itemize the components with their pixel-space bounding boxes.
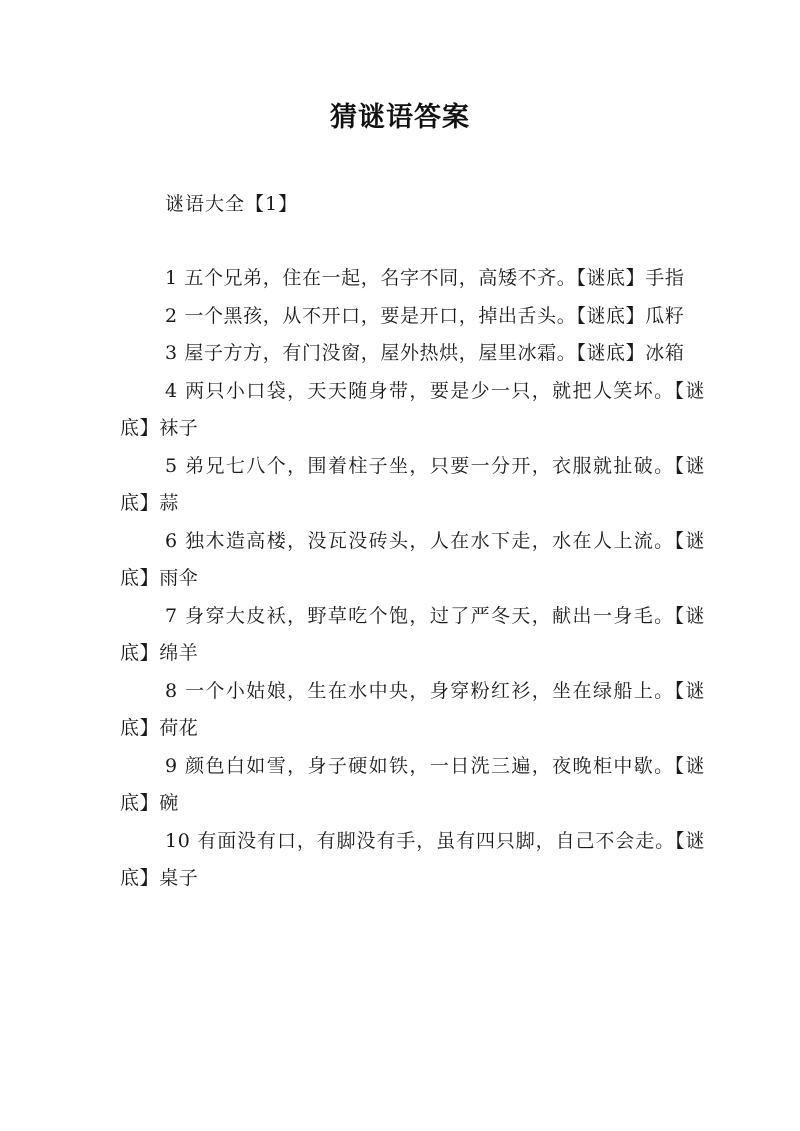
riddle-item (120, 823, 705, 898)
riddle-answer: 蒜 (159, 492, 179, 514)
riddle-number: 6 (165, 529, 178, 552)
riddle-number: 8 (165, 679, 178, 702)
answer-label: 【谜底】 (120, 454, 706, 514)
riddle-item (120, 598, 705, 673)
riddle-question: 颜色白如雪，身子硬如铁，一日洗三遍，夜晚柜中歇。 (185, 754, 675, 777)
riddle-item (120, 673, 705, 748)
riddle-number: 3 (165, 342, 178, 364)
page-title: 猜谜语答案 (330, 102, 470, 133)
riddle-answer: 手指 (645, 267, 685, 289)
answer-label: 【谜底】 (576, 304, 646, 327)
answer-label: 【谜底】 (576, 267, 646, 289)
riddle-question: 弟兄七八个，围着柱子坐，只要一分开，衣服就扯破。 (185, 454, 675, 477)
riddle-item (120, 448, 705, 523)
riddle-number: 5 (165, 454, 178, 477)
riddle-answer: 碗 (159, 792, 179, 814)
riddle-question: 有面没有口，有脚没有手，虽有四只脚，自己不会走。 (197, 829, 675, 852)
section-heading: 谜语大全【1】 (165, 193, 299, 215)
riddle-answer: 冰箱 (645, 342, 685, 364)
riddle-item (120, 260, 705, 298)
riddle-question: 独木造高楼，没瓦没砖头，人在水下走，水在人上流。 (185, 529, 675, 552)
riddle-list (120, 260, 705, 898)
riddle-question: 两只小口袋，天天随身带，要是少一只，就把人笑坏。 (185, 379, 675, 402)
riddle-question: 一个黑孩，从不开口，要是开口，掉出舌头。 (184, 304, 577, 327)
answer-label: 【谜底】 (120, 604, 706, 664)
riddle-question: 屋子方方，有门没窗，屋外热烘，屋里冰霜。 (184, 342, 577, 364)
riddle-number: 2 (165, 304, 178, 327)
riddle-answer: 桌子 (159, 867, 199, 889)
riddle-answer: 瓜籽 (645, 304, 685, 327)
riddle-number: 4 (165, 379, 178, 402)
riddle-question: 五个兄弟，住在一起，名字不同，高矮不齐。 (184, 267, 577, 289)
answer-label: 【谜底】 (120, 379, 706, 439)
riddle-answer: 绵羊 (159, 642, 199, 664)
riddle-number: 10 (165, 829, 191, 852)
answer-label: 【谜底】 (120, 679, 706, 739)
riddle-item (120, 373, 705, 448)
riddle-answer: 荷花 (159, 717, 199, 739)
riddle-item (120, 335, 705, 373)
riddle-answer: 雨伞 (159, 567, 199, 589)
answer-label: 【谜底】 (120, 754, 706, 814)
answer-label: 【谜底】 (576, 342, 646, 364)
answer-label: 【谜底】 (120, 529, 706, 589)
riddle-number: 1 (165, 267, 178, 289)
riddle-item (120, 523, 705, 598)
riddle-number: 9 (165, 754, 178, 777)
answer-label: 【谜底】 (120, 829, 706, 889)
riddle-question: 身穿大皮袄，野草吃个饱，过了严冬天，献出一身毛。 (185, 604, 675, 627)
riddle-item (120, 298, 705, 336)
riddle-answer: 袜子 (159, 417, 199, 439)
riddle-number: 7 (165, 604, 178, 627)
riddle-question: 一个小姑娘，生在水中央，身穿粉红衫，坐在绿船上。 (185, 679, 675, 702)
riddle-item (120, 748, 705, 823)
